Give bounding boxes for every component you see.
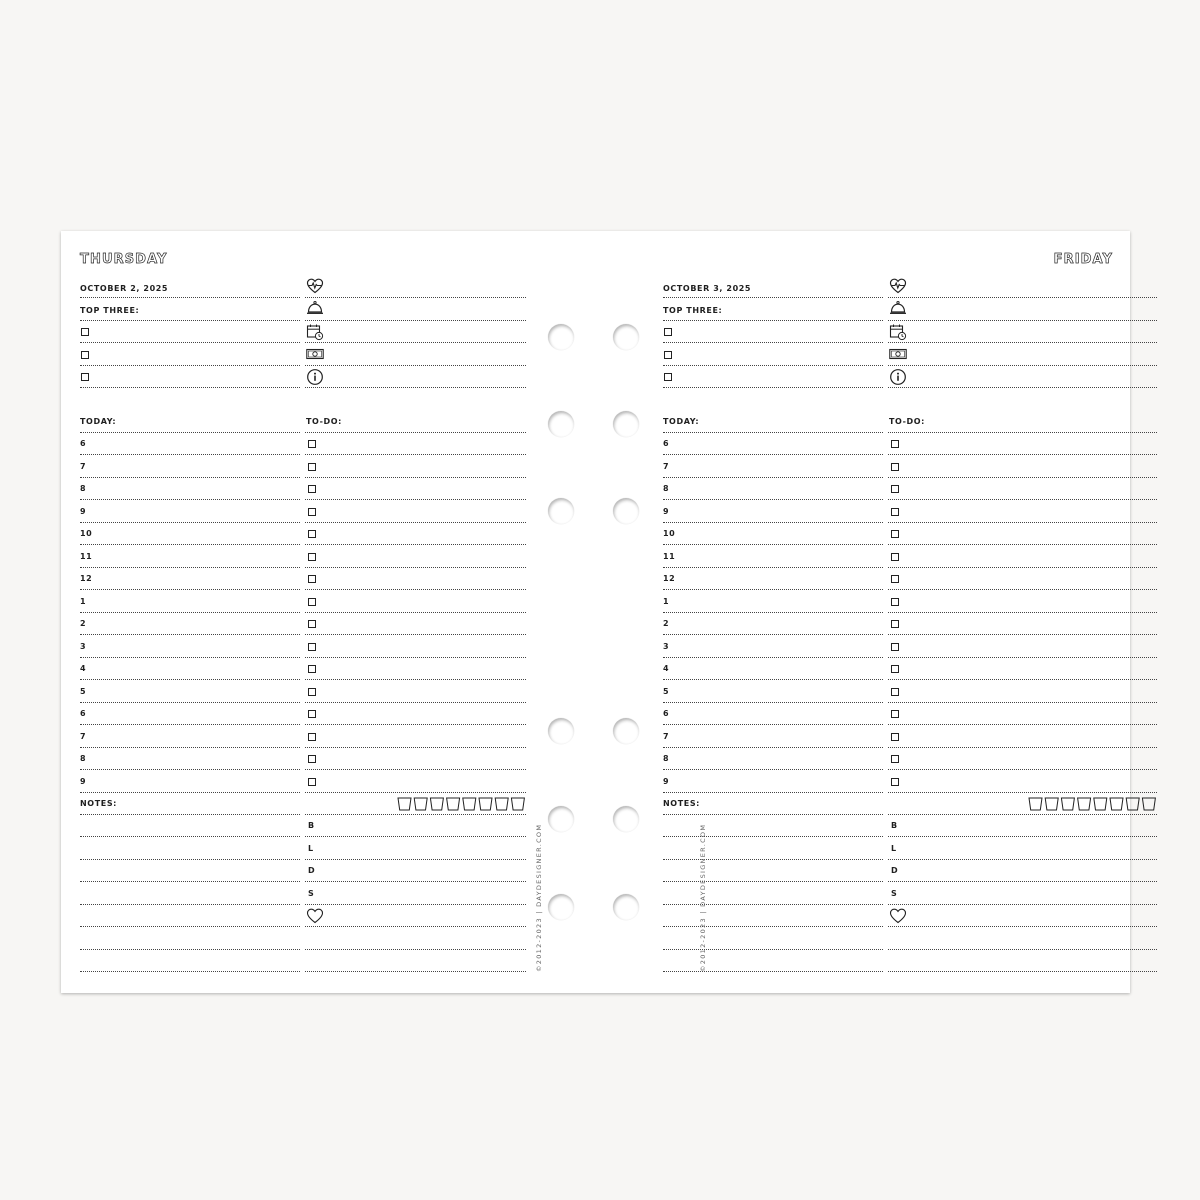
dotted-rule [663, 522, 883, 523]
dotted-rule [305, 634, 526, 635]
hour-label: 12 [80, 574, 93, 584]
date-label: OCTOBER 3, 2025 [663, 284, 752, 293]
dotted-rule [888, 589, 1157, 590]
dotted-rule [663, 387, 883, 388]
dotted-rule [305, 724, 526, 725]
hour-label: 4 [80, 664, 87, 674]
hour-label: 10 [80, 529, 93, 539]
meal-label: S [891, 888, 898, 898]
dotted-rule [888, 567, 1157, 568]
todo-checkbox[interactable] [308, 508, 316, 516]
dotted-rule [305, 657, 526, 658]
todo-checkbox[interactable] [891, 575, 899, 583]
hour-label: 2 [80, 619, 87, 629]
hour-label: 2 [663, 619, 670, 629]
notes-label: NOTES: [663, 798, 700, 808]
hour-label: 6 [80, 439, 87, 449]
dotted-rule [80, 836, 300, 837]
water-glass-icon[interactable] [462, 797, 477, 811]
heart-icon [889, 907, 907, 925]
hour-label: 10 [663, 529, 676, 539]
todo-checkbox[interactable] [891, 553, 899, 561]
meal-label: B [891, 821, 898, 831]
water-glass-icon[interactable] [1028, 797, 1043, 811]
dotted-rule [305, 926, 526, 927]
dotted-rule [305, 522, 526, 523]
meal-label: D [891, 866, 899, 876]
dotted-rule [888, 792, 1157, 793]
heart-icon [306, 907, 324, 925]
dotted-rule [80, 320, 300, 321]
water-glass-icon[interactable] [494, 797, 509, 811]
todo-checkbox[interactable] [308, 665, 316, 673]
water-glass-icon[interactable] [1141, 797, 1156, 811]
hour-label: 9 [80, 506, 87, 516]
dotted-rule [663, 454, 883, 455]
food-cloche-icon [306, 299, 324, 317]
dotted-rule [663, 657, 883, 658]
binder-hole-right-6 [613, 894, 639, 920]
hour-label: 4 [663, 664, 670, 674]
dotted-rule [663, 544, 883, 545]
hour-label: 5 [663, 686, 670, 696]
hour-label: 6 [663, 709, 670, 719]
water-glass-icon[interactable] [413, 797, 428, 811]
dotted-rule [888, 297, 1157, 298]
water-glass-icon[interactable] [446, 797, 461, 811]
water-tracker [397, 797, 526, 811]
dotted-rule [80, 612, 300, 613]
dotted-rule [305, 859, 526, 860]
dotted-rule [663, 814, 883, 815]
top-three-label: TOP THREE: [80, 306, 140, 315]
meal-label: L [891, 843, 897, 853]
dotted-rule [305, 949, 526, 950]
dotted-rule [663, 881, 883, 882]
today-label: TODAY: [663, 417, 700, 426]
friday-page [644, 231, 1130, 993]
dotted-rule [663, 792, 883, 793]
dotted-rule [888, 747, 1157, 748]
dotted-rule [888, 544, 1157, 545]
todo-checkbox[interactable] [308, 620, 316, 628]
money-icon [306, 345, 324, 363]
top-three-checkbox[interactable] [664, 373, 672, 381]
hour-label: 1 [80, 596, 87, 606]
hour-label: 1 [663, 596, 670, 606]
hour-label: 8 [80, 754, 87, 764]
dotted-rule [888, 881, 1157, 882]
dotted-rule [305, 567, 526, 568]
todo-checkbox[interactable] [308, 643, 316, 651]
dotted-rule [888, 971, 1157, 972]
dotted-rule [888, 724, 1157, 725]
dotted-rule [305, 792, 526, 793]
top-three-checkbox[interactable] [81, 373, 89, 381]
water-glass-icon[interactable] [510, 797, 525, 811]
hour-label: 7 [663, 461, 670, 471]
dotted-rule [663, 769, 883, 770]
dotted-rule [80, 747, 300, 748]
calendar-clock-icon [306, 323, 324, 341]
dotted-rule [305, 881, 526, 882]
dotted-rule [663, 365, 883, 366]
dotted-rule [888, 769, 1157, 770]
dotted-rule [305, 297, 526, 298]
dotted-rule [305, 814, 526, 815]
dotted-rule [80, 971, 300, 972]
hour-label: 3 [663, 641, 670, 651]
todo-checkbox[interactable] [891, 463, 899, 471]
dotted-rule [663, 477, 883, 478]
water-glass-icon[interactable] [478, 797, 493, 811]
dotted-rule [663, 432, 883, 433]
dotted-rule [888, 454, 1157, 455]
dotted-rule [663, 634, 883, 635]
todo-checkbox[interactable] [308, 688, 316, 696]
hour-label: 8 [663, 484, 670, 494]
dotted-rule [305, 589, 526, 590]
water-glass-icon[interactable] [1044, 797, 1059, 811]
dotted-rule [80, 792, 300, 793]
dotted-rule [80, 702, 300, 703]
dotted-rule [80, 881, 300, 882]
money-icon [889, 345, 907, 363]
dotted-rule [80, 522, 300, 523]
dotted-rule [888, 477, 1157, 478]
dotted-rule [80, 499, 300, 500]
dotted-rule [888, 814, 1157, 815]
dotted-rule [888, 522, 1157, 523]
dotted-rule [80, 859, 300, 860]
hour-label: 11 [80, 551, 93, 561]
hour-label: 6 [80, 709, 87, 719]
todo-checkbox[interactable] [308, 710, 316, 718]
dotted-rule [663, 859, 883, 860]
dotted-rule [888, 320, 1157, 321]
top-three-checkbox[interactable] [81, 351, 89, 359]
hour-label: 11 [663, 551, 676, 561]
top-three-checkbox[interactable] [81, 328, 89, 336]
thursday-page [61, 231, 591, 993]
dotted-rule [305, 702, 526, 703]
dotted-rule [663, 589, 883, 590]
dotted-rule [663, 971, 883, 972]
hour-label: 9 [663, 776, 670, 786]
dotted-rule [888, 904, 1157, 905]
day-title: THURSDAY [80, 252, 168, 267]
water-glass-icon[interactable] [397, 797, 412, 811]
dotted-rule [888, 836, 1157, 837]
dotted-rule [305, 836, 526, 837]
dotted-rule [663, 836, 883, 837]
dotted-rule [305, 544, 526, 545]
info-icon [306, 368, 324, 386]
todo-checkbox[interactable] [891, 755, 899, 763]
binder-hole-left-4 [548, 718, 574, 744]
todo-checkbox[interactable] [308, 463, 316, 471]
dotted-rule [888, 612, 1157, 613]
day-title: FRIDAY [1053, 252, 1113, 267]
todo-checkbox[interactable] [891, 620, 899, 628]
today-label: TODAY: [80, 417, 117, 426]
todo-checkbox[interactable] [308, 733, 316, 741]
dotted-rule [305, 320, 526, 321]
dotted-rule [663, 342, 883, 343]
dotted-rule [888, 634, 1157, 635]
info-icon [889, 368, 907, 386]
todo-checkbox[interactable] [308, 755, 316, 763]
calendar-clock-icon [889, 323, 907, 341]
dotted-rule [305, 477, 526, 478]
dotted-rule [80, 387, 300, 388]
dotted-rule [888, 342, 1157, 343]
hour-label: 7 [663, 731, 670, 741]
food-cloche-icon [889, 299, 907, 317]
binder-hole-right-3 [613, 498, 639, 524]
todo-checkbox[interactable] [308, 530, 316, 538]
water-glass-icon[interactable] [1077, 797, 1092, 811]
binder-hole-right-4 [613, 718, 639, 744]
dotted-rule [80, 454, 300, 455]
dotted-rule [80, 567, 300, 568]
dotted-rule [888, 926, 1157, 927]
heart-pulse-icon [889, 277, 907, 295]
dotted-rule [80, 724, 300, 725]
dotted-rule [80, 926, 300, 927]
binder-hole-left-5 [548, 806, 574, 832]
dotted-rule [80, 477, 300, 478]
dotted-rule [80, 634, 300, 635]
todo-checkbox[interactable] [891, 778, 899, 786]
todo-checkbox[interactable] [891, 508, 899, 516]
top-three-checkbox[interactable] [664, 351, 672, 359]
dotted-rule [888, 702, 1157, 703]
todo-checkbox[interactable] [891, 440, 899, 448]
todo-label: TO-DO: [306, 417, 342, 426]
heart-pulse-icon [306, 277, 324, 295]
meal-label: S [308, 888, 315, 898]
todo-checkbox[interactable] [308, 778, 316, 786]
hour-label: 9 [663, 506, 670, 516]
binder-hole-left-6 [548, 894, 574, 920]
todo-checkbox[interactable] [308, 598, 316, 606]
todo-checkbox[interactable] [891, 530, 899, 538]
dotted-rule [80, 297, 300, 298]
dotted-rule [663, 747, 883, 748]
dotted-rule [80, 657, 300, 658]
water-glass-icon[interactable] [1109, 797, 1124, 811]
binder-hole-left-1 [548, 324, 574, 350]
dotted-rule [888, 432, 1157, 433]
dotted-rule [80, 814, 300, 815]
hour-label: 6 [663, 439, 670, 449]
top-three-checkbox[interactable] [664, 328, 672, 336]
dotted-rule [663, 567, 883, 568]
hour-label: 8 [663, 754, 670, 764]
hour-label: 9 [80, 776, 87, 786]
dotted-rule [663, 926, 883, 927]
dotted-rule [80, 544, 300, 545]
dotted-rule [80, 432, 300, 433]
dotted-rule [80, 365, 300, 366]
dotted-rule [305, 499, 526, 500]
dotted-rule [663, 949, 883, 950]
todo-checkbox[interactable] [891, 688, 899, 696]
planner-sheet [61, 231, 1130, 993]
todo-checkbox[interactable] [891, 643, 899, 651]
dotted-rule [305, 769, 526, 770]
dotted-rule [80, 342, 300, 343]
dotted-rule [663, 679, 883, 680]
dotted-rule [305, 454, 526, 455]
dotted-rule [305, 971, 526, 972]
dotted-rule [663, 702, 883, 703]
todo-checkbox[interactable] [308, 553, 316, 561]
dotted-rule [305, 387, 526, 388]
dotted-rule [80, 904, 300, 905]
todo-label: TO-DO: [889, 417, 925, 426]
dotted-rule [305, 904, 526, 905]
water-glass-icon[interactable] [429, 797, 444, 811]
binder-hole-right-1 [613, 324, 639, 350]
binder-hole-left-3 [548, 498, 574, 524]
todo-checkbox[interactable] [308, 440, 316, 448]
dotted-rule [888, 365, 1157, 366]
dotted-rule [663, 612, 883, 613]
dotted-rule [663, 320, 883, 321]
dotted-rule [663, 499, 883, 500]
dotted-rule [80, 949, 300, 950]
dotted-rule [888, 387, 1157, 388]
todo-checkbox[interactable] [891, 485, 899, 493]
water-glass-icon[interactable] [1060, 797, 1075, 811]
hour-label: 7 [80, 731, 87, 741]
todo-checkbox[interactable] [891, 665, 899, 673]
meal-label: D [308, 866, 316, 876]
meal-label: B [308, 821, 315, 831]
water-tracker [1028, 797, 1157, 811]
dotted-rule [80, 769, 300, 770]
dotted-rule [888, 657, 1157, 658]
hour-label: 3 [80, 641, 87, 651]
dotted-rule [888, 499, 1157, 500]
dotted-rule [888, 679, 1157, 680]
binder-hole-left-2 [548, 411, 574, 437]
dotted-rule [305, 747, 526, 748]
hour-label: 12 [663, 574, 676, 584]
dotted-rule [305, 432, 526, 433]
dotted-rule [305, 612, 526, 613]
top-three-label: TOP THREE: [663, 306, 723, 315]
todo-checkbox[interactable] [308, 575, 316, 583]
binder-hole-right-2 [613, 411, 639, 437]
dotted-rule [80, 589, 300, 590]
todo-checkbox[interactable] [891, 710, 899, 718]
dotted-rule [888, 949, 1157, 950]
date-label: OCTOBER 2, 2025 [80, 284, 169, 293]
copyright-text: ©2012-2023 | DAYDESIGNER.COM [699, 823, 707, 972]
todo-checkbox[interactable] [891, 598, 899, 606]
dotted-rule [305, 342, 526, 343]
notes-label: NOTES: [80, 798, 117, 808]
dotted-rule [663, 724, 883, 725]
water-glass-icon[interactable] [1125, 797, 1140, 811]
dotted-rule [888, 859, 1157, 860]
hour-label: 5 [80, 686, 87, 696]
todo-checkbox[interactable] [308, 485, 316, 493]
dotted-rule [305, 679, 526, 680]
water-glass-icon[interactable] [1093, 797, 1108, 811]
dotted-rule [305, 365, 526, 366]
dotted-rule [663, 904, 883, 905]
dotted-rule [80, 679, 300, 680]
todo-checkbox[interactable] [891, 733, 899, 741]
dotted-rule [663, 297, 883, 298]
meal-label: L [308, 843, 314, 853]
hour-label: 7 [80, 461, 87, 471]
binder-hole-right-5 [613, 806, 639, 832]
copyright-text: ©2012-2023 | DAYDESIGNER.COM [535, 823, 543, 972]
hour-label: 8 [80, 484, 87, 494]
